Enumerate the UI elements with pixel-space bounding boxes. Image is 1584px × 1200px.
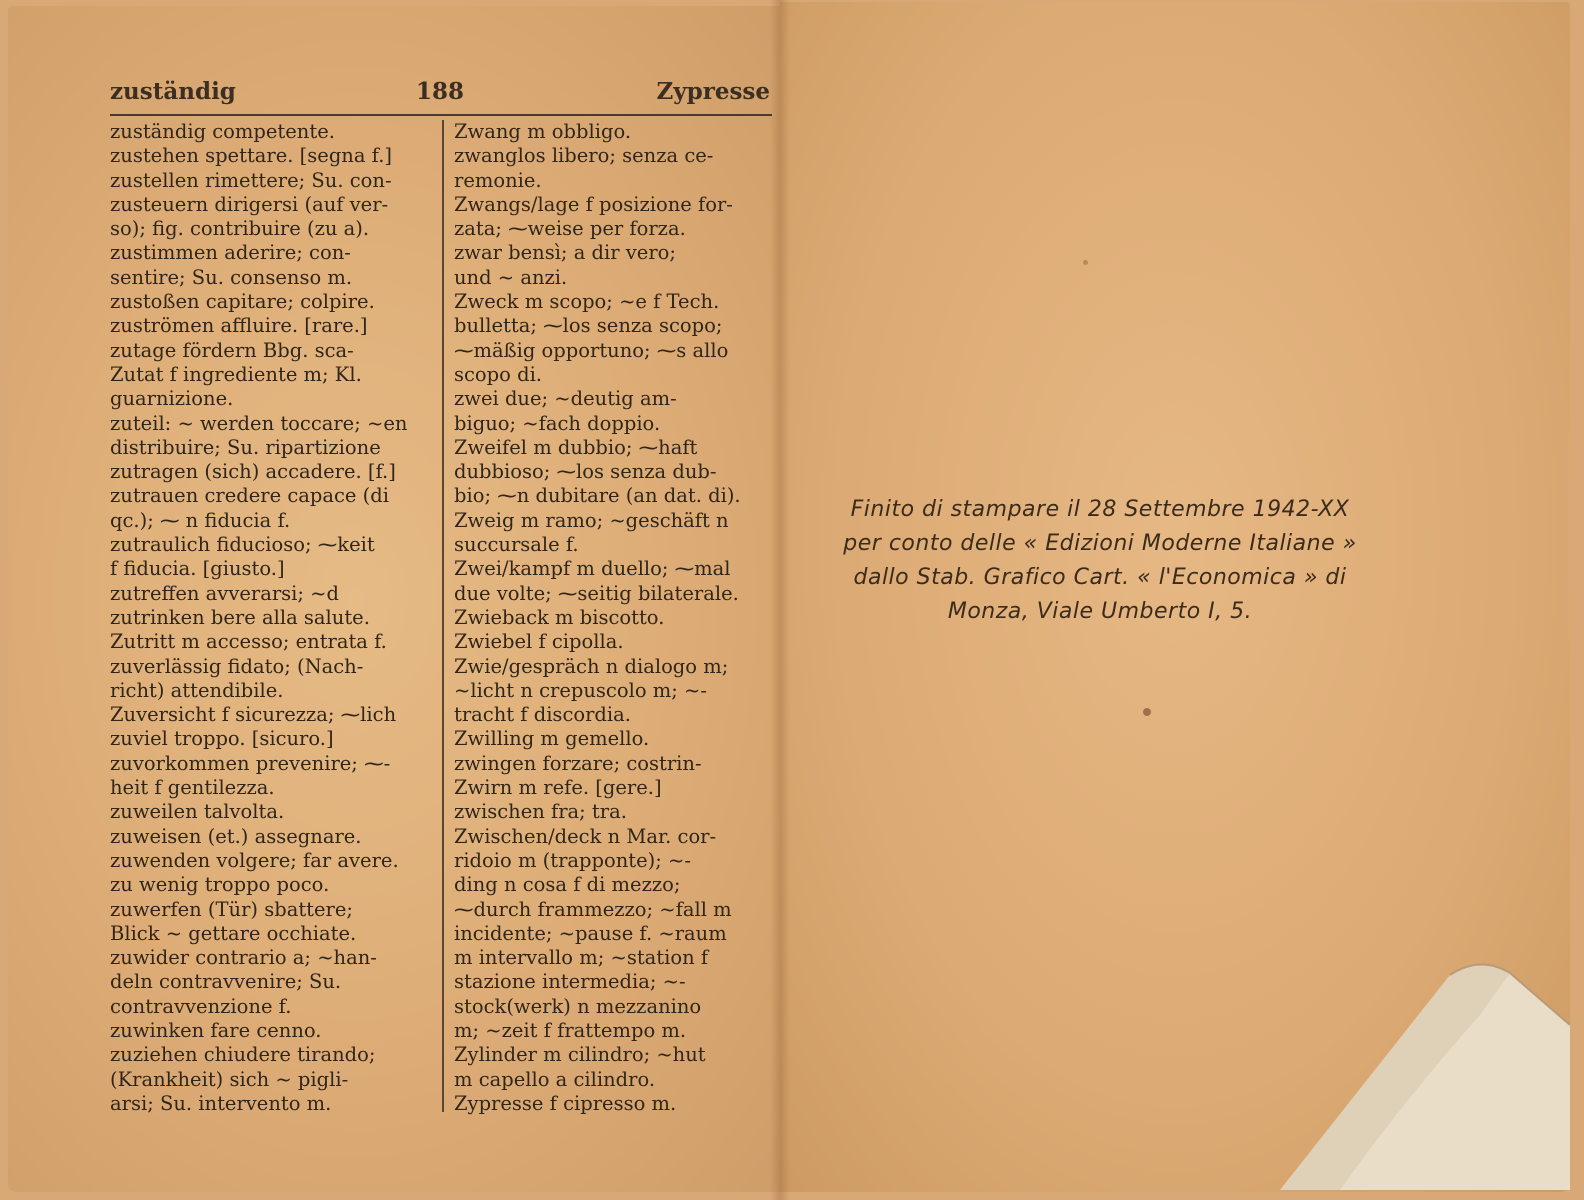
header-rule: [110, 114, 772, 116]
dictionary-line: Zwangs/lage f posizione for-: [454, 192, 733, 216]
dictionary-line: ~licht n crepuscolo m; ~-: [454, 678, 707, 702]
dictionary-line: distribuire; Su. ripartizione: [110, 435, 381, 459]
dictionary-line: zustellen rimettere; Su. con-: [110, 168, 392, 192]
dictionary-line: Zwiebel f cipolla.: [454, 630, 624, 654]
dictionary-line: zutraulich fiducioso; ⁓keit: [110, 533, 375, 557]
colophon: [800, 493, 1400, 629]
dictionary-line: zwei due; ~deutig am-: [454, 387, 677, 411]
dictionary-line: Zweifel m dubbio; ⁓haft: [454, 435, 698, 459]
curled-page-corner: [1280, 955, 1570, 1190]
dictionary-line: arsi; Su. intervento m.: [110, 1091, 332, 1115]
dictionary-line: ⁓durch frammezzo; ~fall m: [454, 897, 732, 921]
dictionary-line: scopo di.: [454, 362, 543, 386]
dictionary-line: zutreffen avverarsi; ~d: [110, 581, 339, 605]
dictionary-line: Zwang m obbligo.: [454, 120, 632, 143]
page-number: 188: [416, 78, 465, 105]
guide-word-right: Zypresse: [656, 78, 770, 105]
dictionary-line: Zwei/kampf m duello; ⁓mal: [454, 557, 731, 581]
dictionary-line: zuviel troppo. [sicuro.]: [110, 727, 334, 751]
dictionary-line: Zwie/gespräch n dialogo m;: [454, 654, 729, 678]
dictionary-line: Zwieback m biscotto.: [454, 605, 665, 629]
dictionary-line: zuständig competente.: [110, 120, 335, 143]
paper-spot: [1143, 708, 1151, 716]
dictionary-line: m capello a cilindro.: [454, 1067, 656, 1091]
dictionary-line: f fiducia. [giusto.]: [110, 557, 285, 581]
dictionary-line: zu wenig troppo poco.: [110, 873, 330, 897]
dictionary-line: zustoßen capitare; colpire.: [110, 290, 375, 314]
column-divider: [442, 120, 444, 1112]
dictionary-line: Zweig m ramo; ~geschäft n: [454, 508, 729, 532]
colophon-line: dallo Stab. Grafico Cart. « l'Economica » di: [853, 565, 1347, 590]
dictionary-line: m intervallo m; ~station f: [454, 946, 709, 970]
dictionary-line: zutrinken bere alla salute.: [110, 605, 370, 629]
dictionary-line: dubbioso; ⁓los senza dub-: [454, 460, 717, 484]
dictionary-line: Zwirn m refe. [gere.]: [454, 776, 662, 800]
dictionary-line: zutragen (sich) accadere. [f.]: [110, 460, 396, 484]
dictionary-line: zuteil: ~ werden toccare; ~en: [110, 411, 408, 435]
dictionary-line: zuströmen affluire. [rare.]: [110, 314, 368, 338]
dictionary-line: richt) attendibile.: [110, 678, 284, 702]
dictionary-line: stazione intermedia; ~-: [454, 970, 686, 994]
dictionary-line: zuverlässig fidato; (Nach-: [110, 654, 364, 678]
dictionary-line: zwischen fra; tra.: [454, 800, 627, 824]
dictionary-line: Zutritt m accesso; entrata f.: [110, 630, 387, 654]
dictionary-line: ⁓mäßig opportuno; ⁓s allo: [454, 338, 729, 362]
dictionary-line: zuwider contrario a; ~han-: [110, 946, 377, 970]
dictionary-line: zata; ⁓weise per forza.: [454, 217, 686, 241]
dictionary-line: (Krankheit) sich ~ pigli-: [110, 1067, 349, 1091]
dictionary-line: zustimmen aderire; con-: [110, 241, 351, 265]
dictionary-line: incidente; ~pause f. ~raum: [454, 921, 727, 945]
dictionary-line: Zylinder m cilindro; ~hut: [454, 1043, 706, 1067]
dictionary-line: zutrauen credere capace (di: [110, 484, 389, 508]
dictionary-line: Zwischen/deck n Mar. cor-: [454, 824, 717, 848]
dictionary-line: zuweisen (et.) assegnare.: [110, 824, 362, 848]
dictionary-line: zuweilen talvolta.: [110, 800, 285, 824]
dictionary-line: zuziehen chiudere tirando;: [110, 1043, 376, 1067]
dictionary-line: tracht f discordia.: [454, 703, 631, 727]
dictionary-line: bulletta; ⁓los senza scopo;: [454, 314, 723, 338]
dictionary-line: m; ~zeit f frattempo m.: [454, 1018, 687, 1042]
dictionary-line: zutage fördern Bbg. sca-: [110, 338, 354, 362]
paper-spot: [1083, 260, 1088, 265]
dictionary-line: so); fig. contribuire (zu a).: [110, 217, 370, 241]
dictionary-line: due volte; ⁓seitig bilaterale.: [454, 581, 739, 605]
dictionary-line: deln contravvenire; Su.: [110, 970, 342, 994]
dictionary-line: Zwilling m gemello.: [454, 727, 650, 751]
dictionary-line: sentire; Su. consenso m.: [110, 265, 353, 289]
dictionary-line: zwanglos libero; senza ce-: [454, 144, 714, 168]
dictionary-line: ridoio m (trapponte); ~-: [454, 848, 691, 872]
dictionary-line: bio; ⁓n dubitare (an dat. di).: [454, 484, 741, 508]
dictionary-line: Zweck m scopo; ~e f Tech.: [454, 290, 720, 314]
dictionary-line: und ~ anzi.: [454, 265, 568, 289]
dictionary-line: contravvenzione f.: [110, 994, 292, 1018]
dictionary-column-left: [110, 120, 432, 1116]
dictionary-line: zuwerfen (Tür) sbattere;: [110, 897, 353, 921]
dictionary-line: stock(werk) n mezzanino: [454, 994, 702, 1018]
colophon-line: Monza, Viale Umberto I, 5.: [947, 599, 1253, 624]
dictionary-line: zuvorkommen prevenire; ⁓-: [110, 751, 391, 775]
dictionary-line: guarnizione.: [110, 387, 234, 411]
running-head: [110, 78, 770, 114]
dictionary-line: Zypresse f cipresso m.: [454, 1091, 677, 1115]
dictionary-line: zuwenden volgere; far avere.: [110, 848, 399, 872]
dictionary-line: zusteuern dirigersi (auf ver-: [110, 192, 389, 216]
dictionary-line: zwar bensì; a dir vero;: [454, 241, 676, 265]
colophon-line: per conto delle « Edizioni Moderne Italiane »: [843, 531, 1357, 556]
dictionary-line: zustehen spettare. [segna f.]: [110, 144, 393, 168]
dictionary-line: Zutat f ingrediente m; Kl.: [110, 362, 362, 386]
dictionary-line: zwingen forzare; costrin-: [454, 751, 702, 775]
dictionary-column-right: [454, 120, 776, 1116]
colophon-line: Finito di stampare il 28 Settembre 1942-XX: [850, 497, 1350, 522]
dictionary-line: zuwinken fare cenno.: [110, 1018, 322, 1042]
dictionary-line: Blick ~ gettare occhiate.: [110, 921, 357, 945]
dictionary-line: qc.); ⁓ n fiducia f.: [110, 508, 291, 532]
guide-word-left: zuständig: [110, 78, 236, 105]
dictionary-line: remonie.: [454, 168, 542, 192]
dictionary-line: succursale f.: [454, 533, 579, 557]
dictionary-line: Zuversicht f sicurezza; ⁓lich: [110, 703, 397, 727]
dictionary-line: heit f gentilezza.: [110, 776, 275, 800]
dictionary-line: ding n cosa f di mezzo;: [454, 873, 681, 897]
dictionary-line: biguo; ~fach doppio.: [454, 411, 661, 435]
